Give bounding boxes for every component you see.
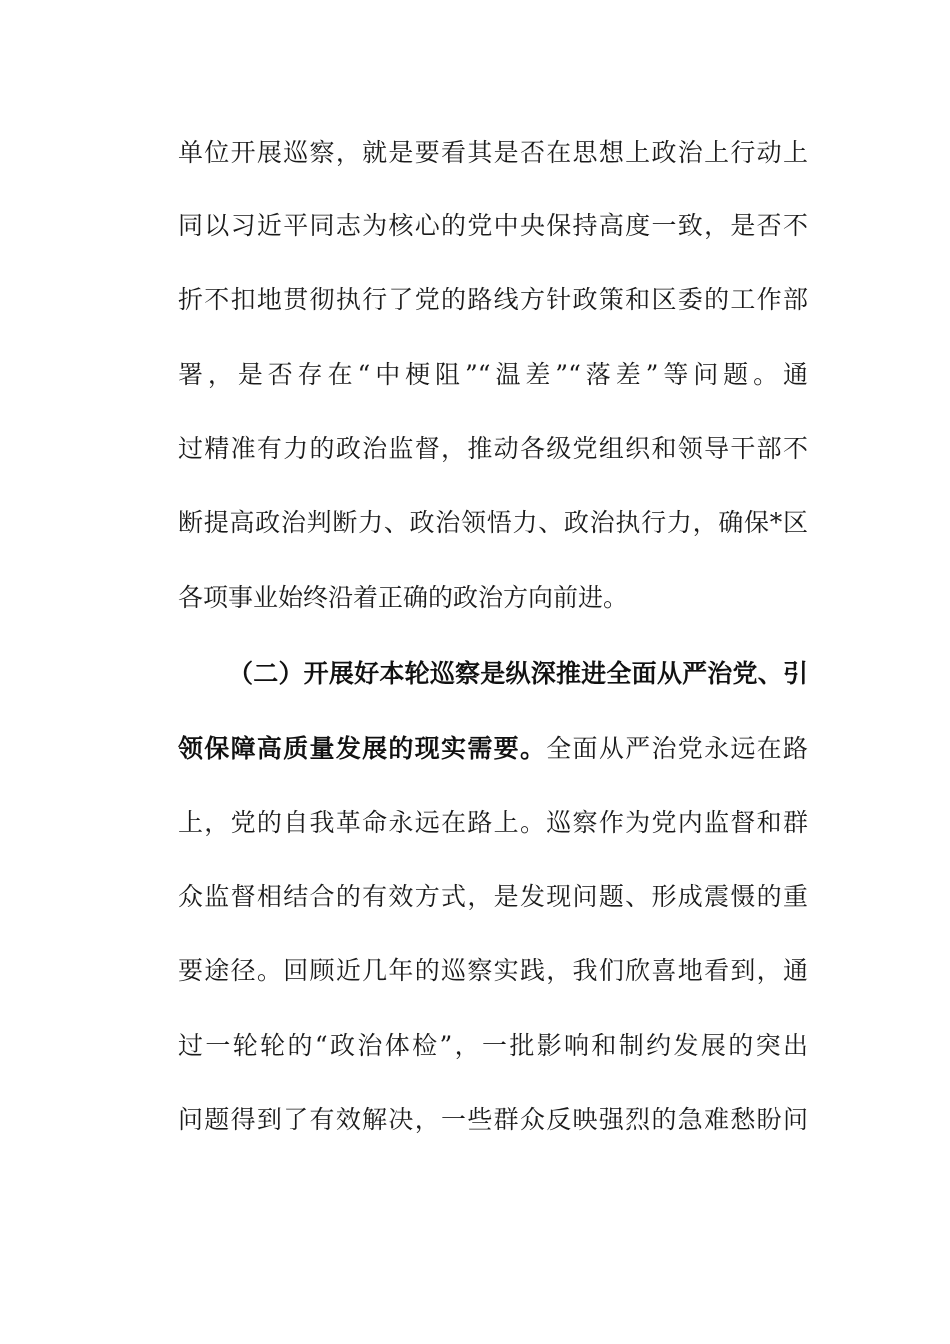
paragraph-1-line-1: 单位开展巡察，就是要看其是否在思想上政治上行动上 bbox=[178, 138, 808, 167]
paragraph-1-line-4: 署，是否存在“中梗阻”“温差”“落差”等问题。通 bbox=[178, 360, 808, 389]
paragraph-1-line-6: 断提高政治判断力、政治领悟力、政治执行力，确保*区 bbox=[178, 508, 808, 537]
section-heading-line-2 bbox=[178, 729, 808, 769]
paragraph-2-line-3: 要途径。回顾近几年的巡察实践，我们欣喜地看到，通 bbox=[178, 956, 808, 985]
paragraph-1-line-5: 过精准有力的政治监督，推动各级党组织和领导干部不 bbox=[178, 434, 808, 463]
section-body-start: 全面从严治党永远在路 bbox=[546, 734, 808, 763]
paragraph-2-line-1: 上，党的自我革命永远在路上。巡察作为党内监督和群 bbox=[178, 808, 808, 837]
paragraph-1-line-7: 各项事业始终沿着正确的政治方向前进。 bbox=[178, 583, 629, 612]
paragraph-1-line-3: 折不扣地贯彻执行了党的路线方针政策和区委的工作部 bbox=[178, 285, 808, 314]
paragraph-1-line-2: 同以习近平同志为核心的党中央保持高度一致，是否不 bbox=[178, 211, 808, 240]
paragraph-2-line-2: 众监督相结合的有效方式，是发现问题、形成震慑的重 bbox=[178, 882, 808, 911]
paragraph-2-line-4: 过一轮轮的“政治体检”，一批影响和制约发展的突出 bbox=[178, 1031, 808, 1060]
section-heading-line-1: （二）开展好本轮巡察是纵深推进全面从严治党、引 bbox=[228, 659, 808, 688]
section-heading-bold-part: 领保障高质量发展的现实需要。 bbox=[178, 734, 547, 763]
paragraph-2-line-5: 问题得到了有效解决，一些群众反映强烈的急难愁盼问 bbox=[178, 1105, 808, 1134]
